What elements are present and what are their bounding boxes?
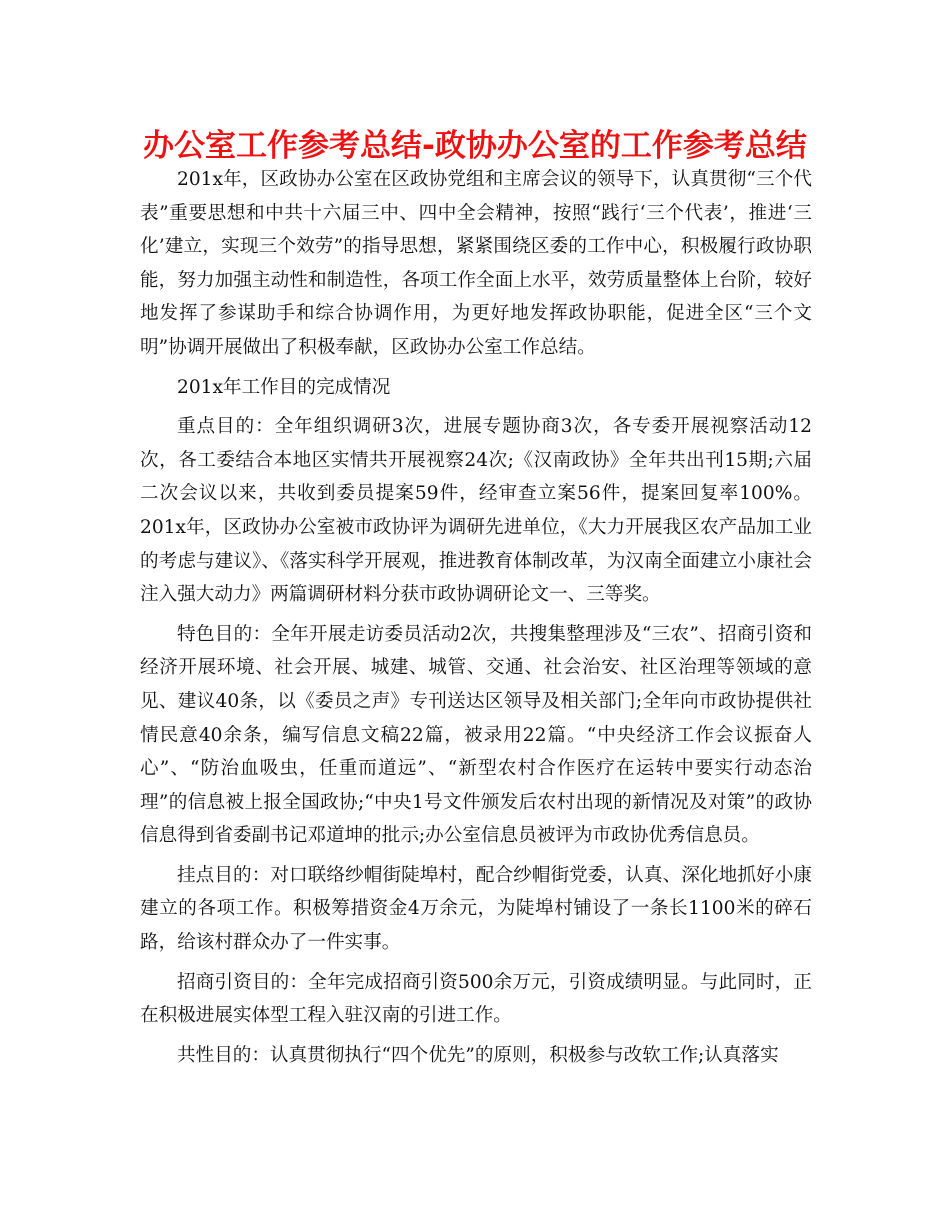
paragraph-intro: 201x年，区政协办公室在区政协党组和主席会议的领导下，认真贯彻“三个代表”重要思想和中共十六届三中、四中全会精神，按照“践行‘三个代表’，推进‘三化’建立，实现三个效劳”的指导思想，紧紧围绕区委的工作中心，积极履行政协职能，努力加强主动性和制造性，各项工作全面上水平，效劳质量整体上台阶，较好地发挥了参谋助手和综合协调作用，为更好地发挥政协职能，促进全区“三个文明”协调开展做出了积极奉献，区政协办公室工作总结。 bbox=[140, 169, 812, 358]
paragraph-key-goals: 重点目的：全年组织调研3次，进展专题协商3次，各专委开展视察活动12次，各工委结合本地区实情共开展视察24次;《汉南政协》全年共出刊15期;六届二次会议以来，共收到委员提案59件，经审查立案56件，提案回复率100%。201x年，区政协办公室被市政协评为调研先进单位，《大力开展我区农产品加工业的考虑与建议》、《落实科学开展观，推进教育体制改革，为汉南全面建立小康社会注入强大动力》两篇调研材料分获市政协调研论文一、三等奖。 bbox=[140, 416, 812, 606]
paragraph-investment-goals: 招商引资目的：全年完成招商引资500余万元，引资成绩明显。与此同时，正在积极进展实体型工程入驻汉南的引进工作。 bbox=[140, 971, 812, 1027]
paragraph-common-goals: 共性目的：认真贯彻执行“四个优先”的原则，积极参与改软工作;认真落实 bbox=[177, 1044, 779, 1066]
paragraph-liaison-goals: 挂点目的：对口联络纱帽街陡埠村，配合纱帽街党委，认真、深化地抓好小康建立的各项工作。积极筹措资金4万余元，为陡埠村铺设了一条长1100米的碎石路，给该村群众办了一件实事。 bbox=[140, 864, 812, 954]
document-title: 办公室工作参考总结-政协办公室的工作参考总结 bbox=[143, 128, 807, 164]
document-body bbox=[140, 163, 812, 1078]
section-heading: 201x年工作目的完成情况 bbox=[177, 376, 391, 398]
paragraph-special-goals: 特色目的：全年开展走访委员活动2次，共搜集整理涉及“三农”、招商引资和经济开展环境、社会开展、城建、城管、交通、社会治安、社区治理等领域的意见、建议40条，以《委员之声》专刊送达区领导及相关部门;全年向市政协提供社情民意40余条，编写信息文稿22篇，被录用22篇。“中央经济工作会议振奋人心”、“防治血吸虫，任重而道远”、“新型农村合作医疗在运转中要实行动态治理”的信息被上报全国政协;“中央1号文件颁发后农村出现的新情况及对策”的政协信息得到省委副书记邓道坤的批示;办公室信息员被评为市政协优秀信息员。 bbox=[140, 623, 812, 847]
